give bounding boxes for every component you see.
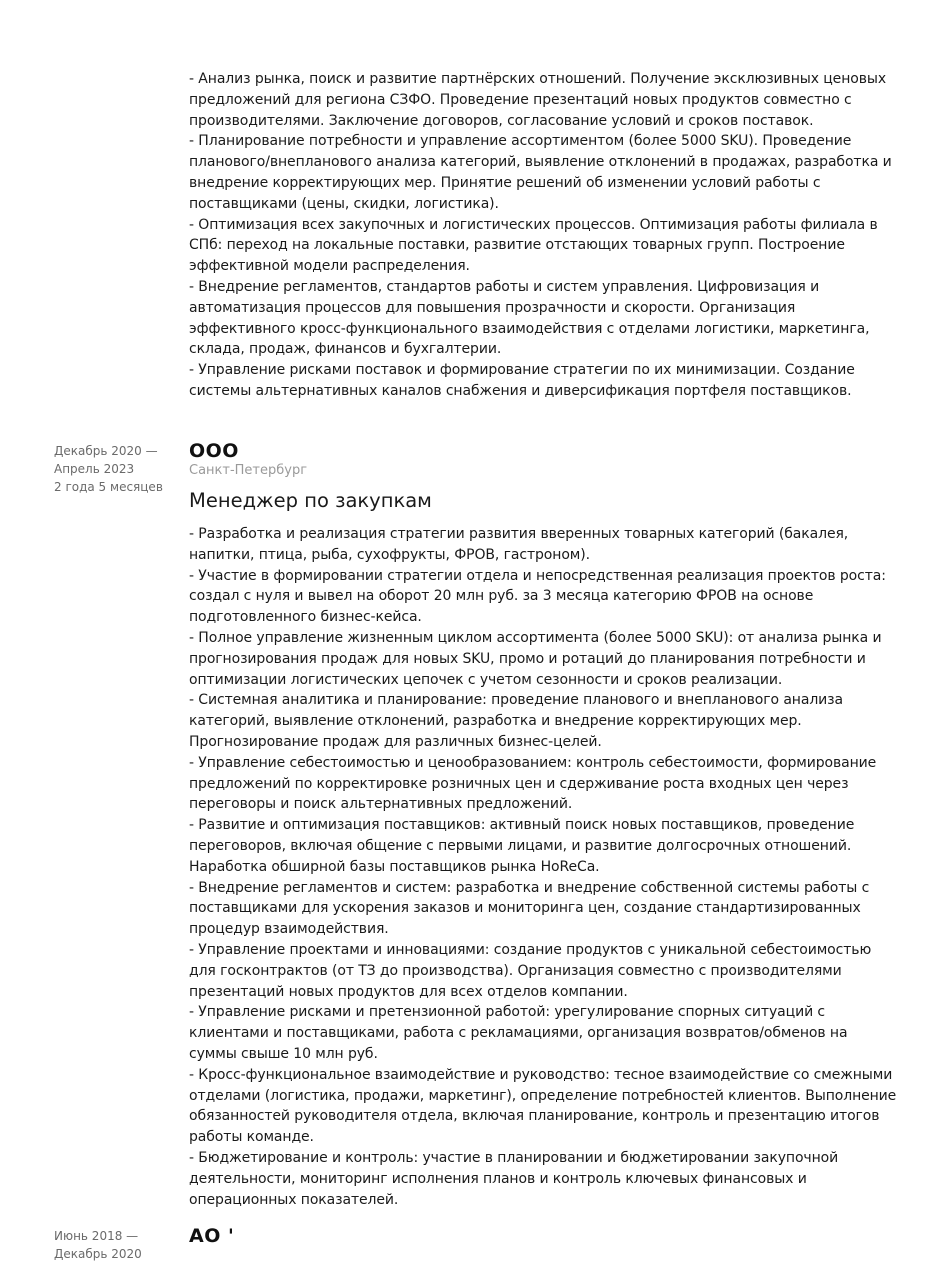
description-line: напитки, птица, рыба, сухофрукты, ФРОВ, гастроном). [189, 546, 590, 563]
description-line: - Планирование потребности и управление ассортиментом (более 5000 SKU). Проведение [189, 133, 852, 150]
description-line: склада, продаж, финансов и бухгалтерии. [189, 341, 502, 358]
description-line: обязанностей руководителя отдела, включая планирование, контроль и презентацию итогов [189, 1108, 880, 1125]
description-line: работы команде. [189, 1129, 314, 1146]
description-line: клиентами и поставщиками, работа с рекламациями, организация возвратов/обменов на [189, 1025, 848, 1042]
description-line: презентаций новых продуктов для всех отделов компании. [189, 983, 628, 1000]
entry-ooo-dates [54, 442, 163, 496]
company-city: Санкт-Петербург [189, 463, 308, 478]
description-line: СПб: переход на локальные поставки, развитие отстающих товарных групп. Построение [189, 237, 845, 254]
description-line: переговоры и поиск альтернативных предложений. [189, 796, 573, 813]
description-line: деятельности, мониторинг исполнения планов и контроль ключевых финансовых и [189, 1170, 807, 1187]
description-line: Прогнозирование продаж для различных бизнес-целей. [189, 733, 602, 750]
description-line: - Управление рисками поставок и формирование стратегии по их минимизации. Создание [189, 362, 855, 379]
description-line: прогнозирования продаж для новых SKU, промо и ротаций до планирования потребности и [189, 650, 866, 667]
description-line: - Системная аналитика и планирование: проведение планового и внепланового анализа [189, 692, 844, 709]
description-line: - Развитие и оптимизация поставщиков: активный поиск новых поставщиков, проведение [189, 817, 855, 834]
description-line: операционных показателей. [189, 1191, 399, 1208]
description-line: переговоров, включая общение с первыми лицами, и развитие долгосрочных отношений. [189, 837, 852, 854]
description-line: внедрение корректирующих мер. Принятие решений об изменении условий работы с [189, 174, 821, 191]
date-start: Декабрь 2020 — [54, 444, 158, 458]
description-line: - Управление рисками и претензионной работой: урегулирование спорных ситуаций с [189, 1004, 826, 1021]
description-line: - Участие в формировании стратегии отдела и непосредственная реализация проектов роста: [189, 567, 886, 584]
description-line: - Оптимизация всех закупочных и логистических процессов. Оптимизация работы филиала в [189, 216, 878, 233]
position-title: Менеджер по закупкам [189, 489, 432, 512]
description-line: предложений для региона СЗФО. Проведение презентаций новых продуктов совместно с [189, 91, 852, 108]
job-description-previous [189, 69, 892, 402]
description-line: отделами (логистика, продажи, маркетинг), определение потребностей клиентов. Выполнение [189, 1087, 897, 1104]
description-line: автоматизация процессов для повышения прозрачности и скорости. Организация [189, 299, 796, 316]
description-line: производителями. Заключение договоров, согласование условий и сроков поставок. [189, 112, 814, 129]
company-name: ООО [189, 440, 239, 462]
description-line: - Полное управление жизненным циклом ассортимента (более 5000 SKU): от анализа рынка и [189, 629, 882, 646]
description-line: подготовленного бизнес-кейса. [189, 609, 422, 626]
description-line: - Внедрение регламентов и систем: разработка и внедрение собственной системы работы с [189, 879, 870, 896]
date-start: Июнь 2018 — [54, 1229, 139, 1243]
description-line: системы альтернативных каналов снабжения и диверсификация портфеля поставщиков. [189, 382, 852, 399]
entry-ao-dates [54, 1227, 142, 1263]
date-end: Декабрь 2020 [54, 1247, 142, 1261]
description-line: категорий, выявление отклонений, разработка и внедрение корректирующих мер. [189, 713, 802, 730]
job-description-ooo [189, 524, 896, 1210]
description-line: эффективной модели распределения. [189, 258, 470, 275]
date-end: Апрель 2023 [54, 462, 135, 476]
description-line: процедур взаимодействия. [189, 921, 389, 938]
description-line: планового/внепланового анализа категорий, выявление отклонений в продажах, разработка и [189, 154, 892, 171]
description-line: - Бюджетирование и контроль: участие в планировании и бюджетировании закупочной [189, 1149, 839, 1166]
description-line: - Управление проектами и инновациями: создание продуктов с уникальной себестоимостью [189, 941, 872, 958]
description-line: суммы свыше 10 млн руб. [189, 1045, 378, 1062]
description-line: поставщиками для ускорения заказов и мониторинга цен, создание стандартизированных [189, 900, 861, 917]
description-line: - Разработка и реализация стратегии развития вверенных товарных категорий (бакалея, [189, 526, 849, 542]
description-line: Наработка обширной базы поставщиков рынка HoReCa. [189, 858, 600, 875]
description-line: - Анализ рынка, поиск и развитие партнёрских отношений. Получение эксклюзивных ценовых [189, 71, 886, 87]
description-line: предложений по корректировке розничных цен и сдерживание роста входных цен через [189, 775, 849, 792]
description-line: создал с нуля и вывел на оборот 20 млн руб. за 3 месяца категорию ФРОВ на основе [189, 588, 814, 605]
description-line: поставщиками (цены, скидки, логистика). [189, 195, 499, 212]
description-line: эффективного кросс-функционального взаимодействия с отделами логистики, маркетинга, [189, 320, 870, 337]
company-name-ao: АО ' [189, 1225, 235, 1247]
description-line: - Кросс-функциональное взаимодействие и руководство: тесное взаимодействие со смежными [189, 1066, 893, 1083]
description-line: для госконтрактов (от ТЗ до производства). Организация совместно с производителями [189, 962, 842, 979]
description-line: - Управление себестоимостью и ценообразованием: контроль себестоимости, формирование [189, 754, 877, 771]
duration: 2 года 5 месяцев [54, 480, 163, 494]
description-line: оптимизации логистических цепочек с учетом сезонности и сроков реализации. [189, 671, 783, 688]
description-line: - Внедрение регламентов, стандартов работы и систем управления. Цифровизация и [189, 278, 820, 295]
